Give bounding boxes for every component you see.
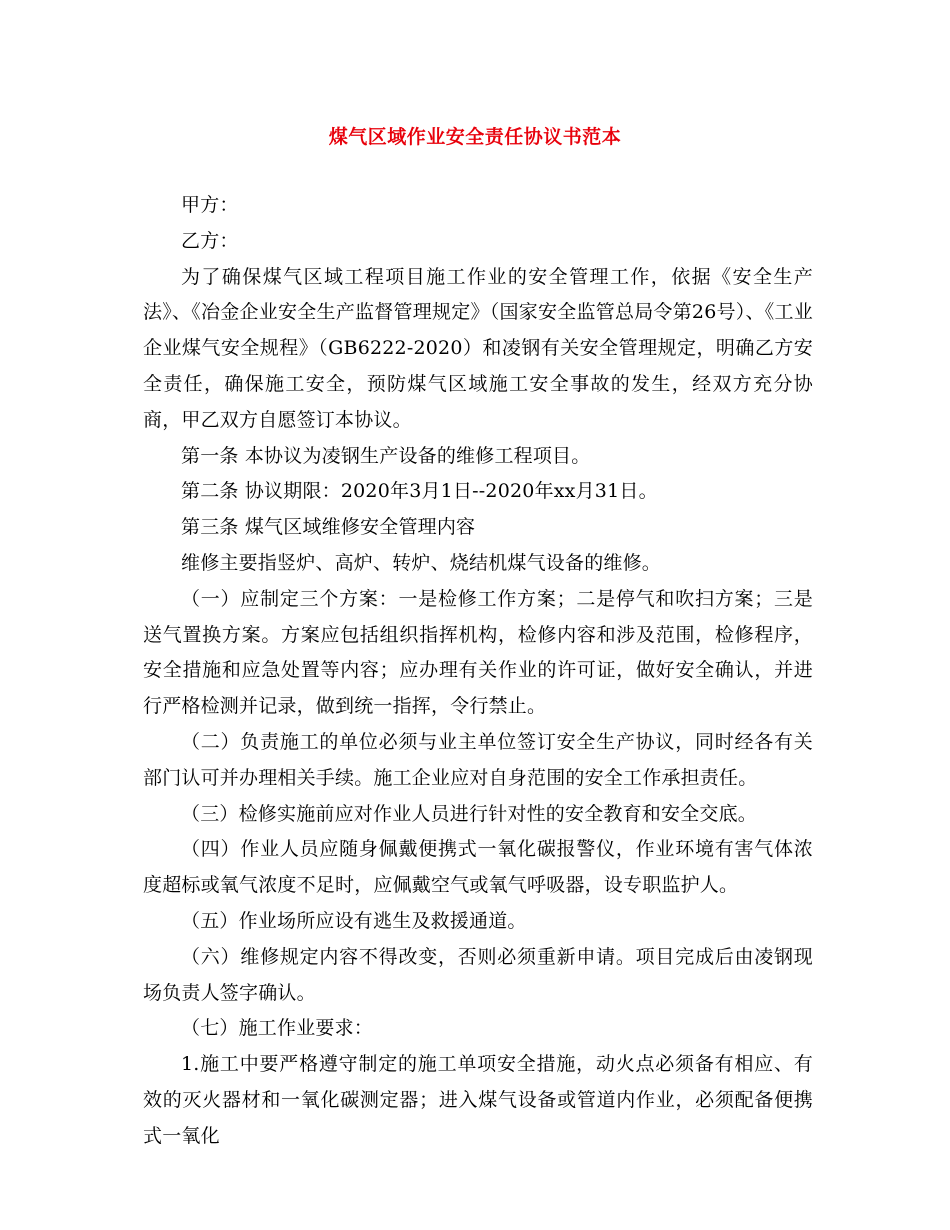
- requirement-1: 1.施工中要严格遵守制定的施工单项安全措施，动火点必须备有相应、有效的灭火器材和一氧化碳测定器；进入煤气设备或管道内作业，必须配备便携式一氧化: [143, 1053, 813, 1147]
- clause-1: （一）应制定三个方案：一是检修工作方案；二是停气和吹扫方案；三是送气置换方案。方案应包括组织指挥机构，检修内容和涉及范围，检修程序，安全措施和应急处置等内容；应办理有关作业的许可证，做好安全确认，并进行严格检测并记录，做到统一指挥，令行禁止。: [143, 587, 813, 718]
- clause-6: （六）维修规定内容不得改变，否则必须重新申请。项目完成后由凌钢现场负责人签字确认。: [143, 945, 813, 1004]
- document-body: [143, 188, 813, 1155]
- party-b-line: 乙方：: [181, 229, 239, 252]
- clause-4: （四）作业人员应随身佩戴便携式一氧化碳报警仪，作业环境有害气体浓度超标或氧气浓度不足时，应佩戴空气或氧气呼吸器，设专职监护人。: [143, 838, 813, 897]
- clause-7-heading: （七）施工作业要求：: [181, 1017, 374, 1040]
- document-title: 煤气区域作业安全责任协议书范本: [328, 126, 622, 148]
- party-a-line: 甲方：: [181, 194, 239, 216]
- clause-2: （二）负责施工的单位必须与业主单位签订安全生产协议，同时经各有关部门认可并办理相关手续。施工企业应对自身范围的安全工作承担责任。: [143, 730, 813, 789]
- preamble-paragraph: 为了确保煤气区域工程项目施工作业的安全管理工作，依据《安全生产法》、《冶金企业安全生产监督管理规定》（国家安全监管总局令第26号）、《工业企业煤气安全规程》（GB6222-2020）和凌钢有关安全管理规定，明确乙方安全责任，确保施工安全，预防煤气区域施工安全事故的发生，经双方充分协商，甲乙双方自愿签订本协议。: [143, 265, 813, 431]
- article-2: 第二条 协议期限：2020年3月1日--2020年xx月31日。: [181, 480, 658, 503]
- article-3-heading: 第三条 煤气区域维修安全管理内容: [181, 516, 476, 539]
- clause-3: （三）检修实施前应对作业人员进行针对性的安全教育和安全交底。: [181, 802, 758, 825]
- maintenance-scope: 维修主要指竖炉、高炉、转炉、烧结机煤气设备的维修。: [181, 551, 662, 574]
- article-1: 第一条 本协议为凌钢生产设备的维修工程项目。: [181, 444, 591, 467]
- clause-5: （五）作业场所应设有逃生及救援通道。: [181, 909, 527, 932]
